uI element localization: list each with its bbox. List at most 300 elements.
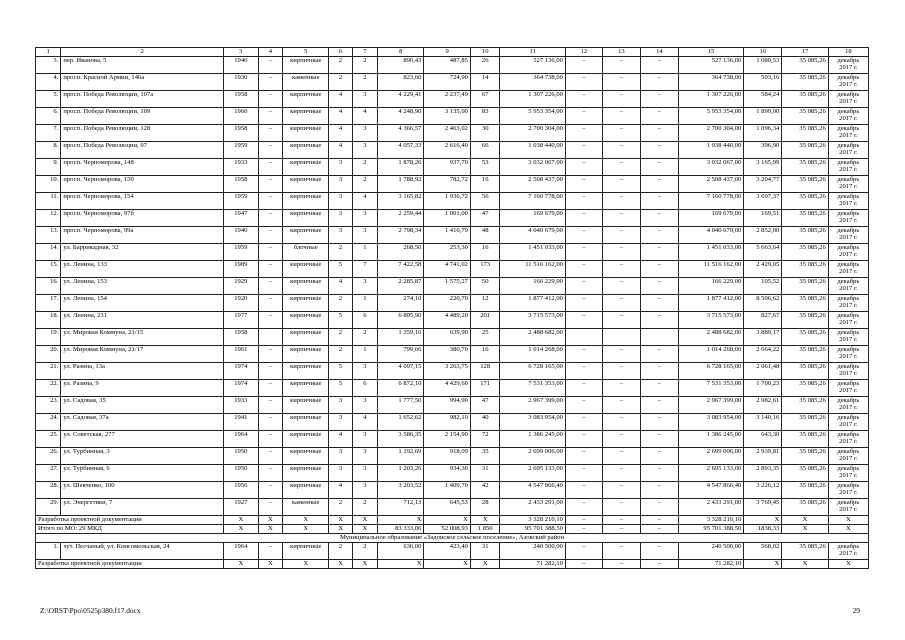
table-cell: – bbox=[565, 125, 602, 142]
table-cell: – bbox=[258, 397, 282, 414]
table-cell: 827,67 bbox=[744, 312, 782, 329]
table-cell: 2 695 133,00 bbox=[678, 465, 743, 482]
table-cell: 1 777,50 bbox=[378, 397, 424, 414]
table-cell: 4 366,57 bbox=[378, 125, 424, 142]
table-cell: – bbox=[602, 261, 640, 278]
address-cell: просп. Черноморова, 154 bbox=[61, 193, 224, 210]
table-cell: – bbox=[640, 346, 678, 363]
table-cell: 396,90 bbox=[744, 142, 782, 159]
table-cell: 7 422,58 bbox=[378, 261, 424, 278]
table-cell: 3 140,16 bbox=[744, 414, 782, 431]
table-cell: Х bbox=[424, 560, 470, 569]
table-cell: – bbox=[602, 414, 640, 431]
table-cell: 18. bbox=[36, 312, 61, 329]
municipality-row bbox=[36, 534, 869, 543]
address-cell: ул. Турбинная, 3 bbox=[61, 448, 224, 465]
table-cell: 1 192,69 bbox=[378, 448, 424, 465]
table-cell: – bbox=[258, 210, 282, 227]
table-cell: 2 967 399,00 bbox=[678, 397, 743, 414]
table-cell: 5 953 354,00 bbox=[500, 108, 565, 125]
address-cell: ул. Ленина, 231 bbox=[61, 312, 224, 329]
table-cell: 6 805,90 bbox=[378, 312, 424, 329]
table-cell: Х bbox=[329, 525, 352, 534]
table-cell: – bbox=[602, 142, 640, 159]
table-cell: декабрь 2017 г. bbox=[828, 108, 868, 125]
table-cell: декабрь 2017 г. bbox=[828, 193, 868, 210]
table-cell: – bbox=[258, 244, 282, 261]
table-cell: – bbox=[602, 363, 640, 380]
table-cell: 1 936,72 bbox=[424, 193, 470, 210]
table-cell: 712,13 bbox=[378, 499, 424, 516]
table-cell: 11. bbox=[36, 193, 61, 210]
table-row bbox=[36, 380, 869, 397]
table-cell: кирпичные bbox=[283, 261, 329, 278]
table-row bbox=[36, 295, 869, 312]
table-cell: 12. bbox=[36, 210, 61, 227]
table-cell: – bbox=[258, 380, 282, 397]
table-cell: 2 bbox=[352, 329, 377, 346]
table-cell: – bbox=[565, 499, 602, 516]
table-cell: 364 738,00 bbox=[678, 74, 743, 91]
table-cell: кирпичные bbox=[283, 329, 329, 346]
table-cell: кирпичные bbox=[283, 414, 329, 431]
address-cell: ул. Ленина, 154 bbox=[61, 295, 224, 312]
table-row bbox=[36, 210, 869, 227]
table-cell: 2 259,44 bbox=[378, 210, 424, 227]
address-cell: хут. Песчаный, ул. Комсомольская, 24 bbox=[61, 543, 224, 560]
table-cell: – bbox=[565, 543, 602, 560]
table-cell: 2 982,61 bbox=[744, 397, 782, 414]
table-cell: – bbox=[602, 74, 640, 91]
table-cell: 1959 bbox=[223, 193, 258, 210]
table-row bbox=[36, 74, 869, 91]
table-cell: 1930 bbox=[223, 74, 258, 91]
table-cell: 1 307 226,00 bbox=[678, 91, 743, 108]
table-cell: 30 bbox=[470, 125, 500, 142]
table-cell: 83 333,06 bbox=[378, 525, 424, 534]
table-cell: – bbox=[640, 414, 678, 431]
table-cell: 3 bbox=[352, 91, 377, 108]
table-cell: – bbox=[640, 210, 678, 227]
table-row bbox=[36, 363, 869, 380]
table-cell: 1 386 245,00 bbox=[500, 431, 565, 448]
table-cell: 1950 bbox=[223, 465, 258, 482]
table-cell: 503,16 bbox=[744, 74, 782, 91]
table-cell: 26 bbox=[470, 57, 500, 74]
table-cell: – bbox=[602, 91, 640, 108]
table-cell: 52 008,93 bbox=[424, 525, 470, 534]
table-cell: 35 085,26 bbox=[782, 465, 828, 482]
table-cell: 3 bbox=[329, 397, 352, 414]
table-cell: 3 bbox=[352, 465, 377, 482]
table-cell: – bbox=[258, 363, 282, 380]
table-cell: – bbox=[602, 125, 640, 142]
table-cell: 1838,33 bbox=[744, 525, 782, 534]
table-cell: 1 014 268,00 bbox=[500, 346, 565, 363]
table-cell: 16 bbox=[470, 176, 500, 193]
table-cell: 166 229,00 bbox=[500, 278, 565, 295]
table-cell: 15. bbox=[36, 261, 61, 278]
table-cell: – bbox=[602, 346, 640, 363]
table-cell: – bbox=[258, 91, 282, 108]
table-cell: кирпичные bbox=[283, 448, 329, 465]
table-cell: – bbox=[565, 227, 602, 244]
table-cell: 4 248,90 bbox=[378, 108, 424, 125]
table-cell: 3 bbox=[352, 397, 377, 414]
table-cell: – bbox=[602, 543, 640, 560]
table-cell: 240 500,00 bbox=[678, 543, 743, 560]
table-cell: 1 700,23 bbox=[744, 380, 782, 397]
table-cell: 1940 bbox=[223, 227, 258, 244]
table-cell: – bbox=[565, 210, 602, 227]
table-cell: 2 433 291,00 bbox=[678, 499, 743, 516]
table-cell: 2 bbox=[329, 329, 352, 346]
table-cell: 201 bbox=[470, 312, 500, 329]
table-cell: 645,53 bbox=[424, 499, 470, 516]
table-cell: 1 bbox=[352, 244, 377, 261]
table-cell: – bbox=[640, 74, 678, 91]
table-cell: 527 136,00 bbox=[678, 57, 743, 74]
table-cell: декабрь 2017 г. bbox=[828, 448, 868, 465]
table-cell: Х bbox=[782, 525, 828, 534]
table-cell: – bbox=[640, 516, 678, 525]
table-cell: декабрь 2017 г. bbox=[828, 210, 868, 227]
table-cell: 1 899,00 bbox=[744, 108, 782, 125]
table-cell: – bbox=[258, 482, 282, 499]
table-cell: – bbox=[565, 363, 602, 380]
table-cell: – bbox=[258, 431, 282, 448]
address-cell: ул. Турбинная, 6 bbox=[61, 465, 224, 482]
address-cell: ул. Мировая Коммуна, 21/17 bbox=[61, 346, 224, 363]
table-cell: 487,85 bbox=[424, 57, 470, 74]
table-cell: – bbox=[640, 499, 678, 516]
table-cell: 2 488 682,00 bbox=[500, 329, 565, 346]
table-cell: 19. bbox=[36, 329, 61, 346]
address-cell: ул. Разина, 13а bbox=[61, 363, 224, 380]
table-row bbox=[36, 329, 869, 346]
table-cell bbox=[602, 329, 640, 346]
table-cell: 2 bbox=[329, 74, 352, 91]
table-cell: 1958 bbox=[223, 176, 258, 193]
table-cell: – bbox=[602, 210, 640, 227]
table-cell: – bbox=[640, 261, 678, 278]
table-cell: 35 085,26 bbox=[782, 499, 828, 516]
table-cell: 35 085,26 bbox=[782, 57, 828, 74]
table-cell: 24. bbox=[36, 414, 61, 431]
table-cell: декабрь 2017 г. bbox=[828, 431, 868, 448]
table-cell: 5. bbox=[36, 91, 61, 108]
table-cell: 5 953 354,00 bbox=[678, 108, 743, 125]
table-cell: 4 bbox=[329, 108, 352, 125]
address-cell: просп. Победа Революции, 109 bbox=[61, 108, 224, 125]
table-cell: 3 bbox=[352, 482, 377, 499]
table-cell: 31 bbox=[470, 543, 500, 560]
table-cell: – bbox=[258, 74, 282, 91]
table-cell: 50 bbox=[470, 278, 500, 295]
column-number: 11 bbox=[500, 48, 565, 57]
table-cell: – bbox=[640, 448, 678, 465]
table-cell: Х bbox=[352, 560, 377, 569]
table-cell: 3 bbox=[329, 193, 352, 210]
table-cell: 3 715 573,00 bbox=[678, 312, 743, 329]
table-cell: 128 bbox=[470, 363, 500, 380]
table-cell: – bbox=[640, 142, 678, 159]
table-row bbox=[36, 448, 869, 465]
table-cell: 1933 bbox=[223, 397, 258, 414]
table-cell: – bbox=[258, 108, 282, 125]
table-cell: 35 085,26 bbox=[782, 91, 828, 108]
table-cell: 72 bbox=[470, 431, 500, 448]
table-cell: 35 085,26 bbox=[782, 414, 828, 431]
table-cell: 2 616,40 bbox=[424, 142, 470, 159]
table-cell bbox=[565, 329, 602, 346]
table-cell: 35 085,26 bbox=[782, 193, 828, 210]
address-cell: просп. Победа Революции, 107а bbox=[61, 91, 224, 108]
column-number: 16 bbox=[744, 48, 782, 57]
table-cell: 1 877 412,00 bbox=[678, 295, 743, 312]
table-cell: 1960 bbox=[223, 108, 258, 125]
table-cell: 2 061,48 bbox=[744, 363, 782, 380]
table-cell: 5 bbox=[329, 261, 352, 278]
table-cell: 4 bbox=[329, 125, 352, 142]
column-number: 9 bbox=[424, 48, 470, 57]
table-cell: – bbox=[640, 91, 678, 108]
table-cell: 1 386 245,00 bbox=[678, 431, 743, 448]
address-cell: ул. Садовая, 37а bbox=[61, 414, 224, 431]
table-cell: 35 085,26 bbox=[782, 227, 828, 244]
table-cell: 35 085,26 bbox=[782, 482, 828, 499]
table-row bbox=[36, 465, 869, 482]
table-cell: 6. bbox=[36, 108, 61, 125]
table-cell: – bbox=[565, 560, 602, 569]
table-cell: 2 285,87 bbox=[378, 278, 424, 295]
table-cell: 1 359,10 bbox=[378, 329, 424, 346]
table-cell: 2 939,81 bbox=[744, 448, 782, 465]
table-cell: – bbox=[640, 295, 678, 312]
table-cell: 9. bbox=[36, 159, 61, 176]
table-cell: кирпичные bbox=[283, 312, 329, 329]
table-cell: 1933 bbox=[223, 159, 258, 176]
table-cell: каменные bbox=[283, 74, 329, 91]
table-cell: – bbox=[602, 482, 640, 499]
table-cell: 3 bbox=[352, 210, 377, 227]
table-cell: 1 850 bbox=[470, 525, 500, 534]
table-cell: 782,72 bbox=[424, 176, 470, 193]
table-cell: 2 699 006,00 bbox=[500, 448, 565, 465]
table-cell: Х bbox=[782, 516, 828, 525]
table-cell: 16 bbox=[470, 244, 500, 261]
table-cell: Х bbox=[352, 525, 377, 534]
table-cell: – bbox=[640, 312, 678, 329]
table-cell: 1950 bbox=[223, 448, 258, 465]
table-cell: 3 135,00 bbox=[424, 108, 470, 125]
table-cell: – bbox=[258, 543, 282, 560]
table-cell: 7 531 353,00 bbox=[678, 380, 743, 397]
table-cell: 35 085,26 bbox=[782, 295, 828, 312]
table-cell: 1 788,92 bbox=[378, 176, 424, 193]
table-cell: – bbox=[258, 125, 282, 142]
table-cell: – bbox=[565, 57, 602, 74]
address-cell: ул. Садовая, 35 bbox=[61, 397, 224, 414]
table-cell: Х bbox=[223, 516, 258, 525]
table-cell: 1946 bbox=[223, 57, 258, 74]
table-cell: 2 664,22 bbox=[744, 346, 782, 363]
column-number: 1 bbox=[36, 48, 61, 57]
table-cell: 7 160 778,00 bbox=[500, 193, 565, 210]
table-cell: 5 bbox=[329, 363, 352, 380]
table-cell: – bbox=[258, 227, 282, 244]
table-cell: – bbox=[565, 295, 602, 312]
table-cell: 1 451 033,00 bbox=[500, 244, 565, 261]
table-cell: 3 204,77 bbox=[744, 176, 782, 193]
row-label: Итого по МО: 29 МКД bbox=[36, 525, 224, 534]
table-cell: 25 bbox=[470, 329, 500, 346]
table-cell: Х bbox=[424, 516, 470, 525]
table-cell: 220,70 bbox=[424, 295, 470, 312]
table-cell: 2 bbox=[352, 543, 377, 560]
table-cell: 3 715 573,00 bbox=[500, 312, 565, 329]
table-cell: 35 085,26 bbox=[782, 244, 828, 261]
table-row bbox=[36, 193, 869, 210]
table-cell: 4 bbox=[329, 482, 352, 499]
table-cell: 42 bbox=[470, 482, 500, 499]
column-number: 6 bbox=[329, 48, 352, 57]
table-cell: – bbox=[565, 159, 602, 176]
table-cell: 26. bbox=[36, 448, 61, 465]
address-cell: ул. Баррикадная, 32 bbox=[61, 244, 224, 261]
table-row bbox=[36, 176, 869, 193]
table-cell: 982,10 bbox=[424, 414, 470, 431]
table-cell: 105,52 bbox=[744, 278, 782, 295]
table-row bbox=[36, 482, 869, 499]
table-cell: – bbox=[258, 159, 282, 176]
table-cell: 364 738,00 bbox=[500, 74, 565, 91]
table-cell: декабрь 2017 г. bbox=[828, 142, 868, 159]
table-cell: 890,43 bbox=[378, 57, 424, 74]
table-cell: – bbox=[258, 465, 282, 482]
table-cell: – bbox=[565, 448, 602, 465]
table-cell: 10. bbox=[36, 176, 61, 193]
design-docs-row bbox=[36, 516, 869, 525]
table-cell: кирпичные bbox=[283, 125, 329, 142]
table-cell: Х bbox=[223, 525, 258, 534]
table-cell: Х bbox=[258, 560, 282, 569]
table-cell: 95 701 388,50 bbox=[678, 525, 743, 534]
table-cell: – bbox=[565, 74, 602, 91]
table-cell: 1929 bbox=[223, 278, 258, 295]
table-cell: кирпичные bbox=[283, 543, 329, 560]
page-number: 29 bbox=[852, 606, 860, 615]
table-cell: Х bbox=[744, 560, 782, 569]
row-label: Разработка проектной документации bbox=[36, 560, 224, 569]
table-row bbox=[36, 312, 869, 329]
table-cell: – bbox=[565, 312, 602, 329]
table-cell: 2 700 304,00 bbox=[678, 125, 743, 142]
address-cell: просп. Красной Армии, 146а bbox=[61, 74, 224, 91]
table-cell: 240 500,00 bbox=[500, 543, 565, 560]
table-cell: 35 085,26 bbox=[782, 159, 828, 176]
table-cell: – bbox=[640, 193, 678, 210]
table-cell: 3 889,17 bbox=[744, 329, 782, 346]
table-cell: 2 bbox=[329, 499, 352, 516]
table-cell: Х bbox=[828, 516, 868, 525]
table-cell: кирпичные bbox=[283, 465, 329, 482]
table-row bbox=[36, 108, 869, 125]
table-cell: 3 bbox=[352, 363, 377, 380]
table-cell: – bbox=[602, 516, 640, 525]
table-cell: 7 bbox=[352, 261, 377, 278]
table-cell: 35 085,26 bbox=[782, 108, 828, 125]
table-cell: – bbox=[565, 482, 602, 499]
table-cell: 2 488 682,00 bbox=[678, 329, 743, 346]
table-cell: 2 bbox=[352, 159, 377, 176]
table-cell: 823,60 bbox=[378, 74, 424, 91]
table-cell: 3 bbox=[329, 414, 352, 431]
table-cell: – bbox=[565, 431, 602, 448]
table-cell: 3 bbox=[329, 227, 352, 244]
table-cell: – bbox=[565, 397, 602, 414]
table-cell: декабрь 2017 г. bbox=[828, 543, 868, 560]
column-number: 17 bbox=[782, 48, 828, 57]
table-cell: 6 728 165,00 bbox=[678, 363, 743, 380]
address-cell: ул. Мировая Коммуна, 21/15 bbox=[61, 329, 224, 346]
table-cell: 35 085,26 bbox=[782, 363, 828, 380]
table-cell: – bbox=[602, 278, 640, 295]
table-cell: 2 798,34 bbox=[378, 227, 424, 244]
table-cell: – bbox=[640, 560, 678, 569]
table-cell: – bbox=[565, 278, 602, 295]
table-cell: Х bbox=[828, 525, 868, 534]
table-cell: 3 263,75 bbox=[424, 363, 470, 380]
table-cell: 2 700 304,00 bbox=[500, 125, 565, 142]
table-cell: 28. bbox=[36, 482, 61, 499]
table-cell: – bbox=[640, 159, 678, 176]
table-cell: 5 663,64 bbox=[744, 244, 782, 261]
table-cell: 40 bbox=[470, 414, 500, 431]
table-cell: – bbox=[258, 261, 282, 278]
table-cell: декабрь 2017 г. bbox=[828, 278, 868, 295]
table-cell: кирпичные bbox=[283, 159, 329, 176]
table-row bbox=[36, 543, 869, 560]
table-row bbox=[36, 244, 869, 261]
table-cell: – bbox=[258, 448, 282, 465]
table-cell: – bbox=[258, 278, 282, 295]
address-cell: ул. Советская, 277 bbox=[61, 431, 224, 448]
table-cell: – bbox=[565, 465, 602, 482]
table-cell: – bbox=[602, 176, 640, 193]
table-cell: декабрь 2017 г. bbox=[828, 125, 868, 142]
table-cell: 35 085,26 bbox=[782, 142, 828, 159]
table-cell: – bbox=[565, 142, 602, 159]
table-cell: 2 967 399,00 bbox=[500, 397, 565, 414]
table-cell: 2 695 133,00 bbox=[500, 465, 565, 482]
column-number: 12 bbox=[565, 48, 602, 57]
table-cell: 4 547 866,40 bbox=[500, 482, 565, 499]
table-cell: – bbox=[565, 516, 602, 525]
table-cell: – bbox=[602, 560, 640, 569]
table-row bbox=[36, 57, 869, 74]
table-cell: – bbox=[602, 465, 640, 482]
table-cell bbox=[258, 329, 282, 346]
table-cell: 7. bbox=[36, 125, 61, 142]
table-cell: – bbox=[602, 227, 640, 244]
table-cell: 4 489,20 bbox=[424, 312, 470, 329]
table-cell: – bbox=[565, 380, 602, 397]
table-cell: 35 085,26 bbox=[782, 312, 828, 329]
table-cell: 5 bbox=[329, 312, 352, 329]
address-cell: просп. Черноморова, 148 bbox=[61, 159, 224, 176]
table-cell: – bbox=[640, 397, 678, 414]
